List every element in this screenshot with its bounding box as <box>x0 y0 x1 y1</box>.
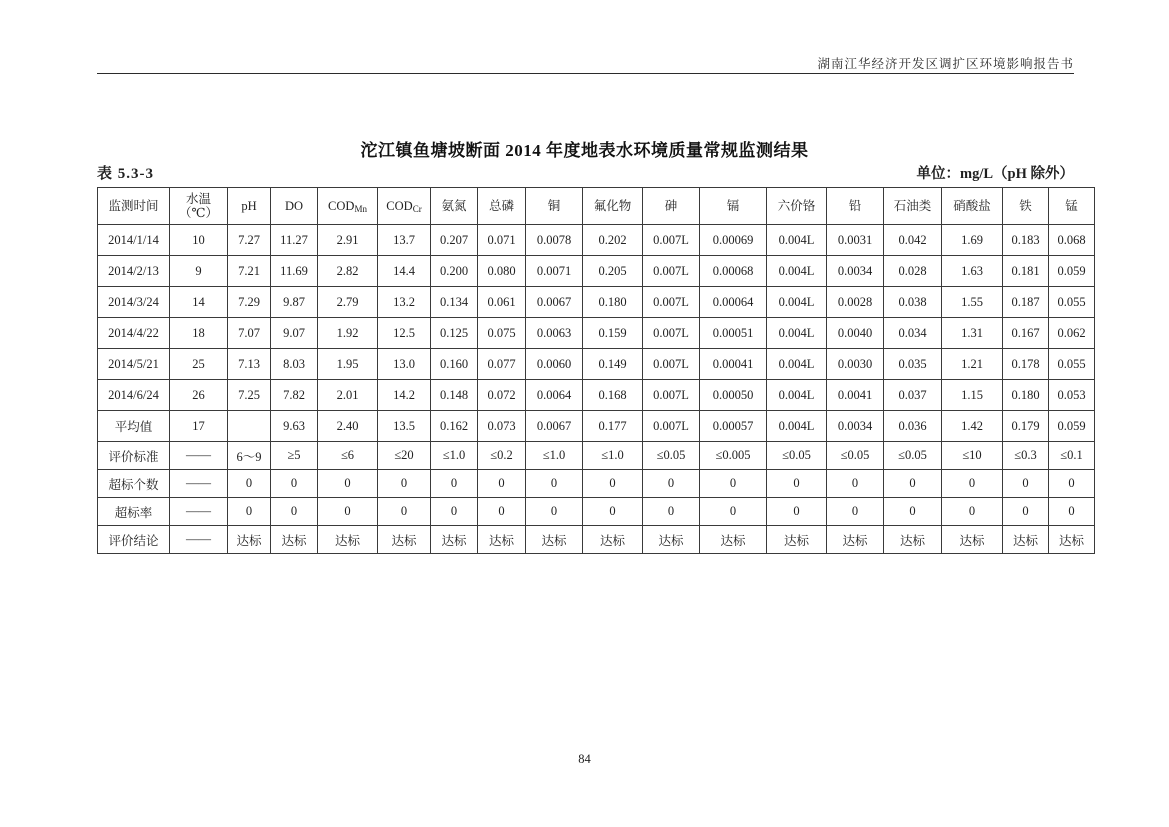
col-header-5: $COD_{Cr}$ <box>378 188 431 225</box>
table-cell: 0.0028 <box>827 287 884 318</box>
table-cell: 0.178 <box>1003 349 1049 380</box>
table-cell: 13.0 <box>378 349 431 380</box>
table-cell: 0 <box>378 498 431 526</box>
table-cell: 0.007L <box>643 256 700 287</box>
col-header-7: 总磷 <box>478 188 526 225</box>
table-cell: ≤10 <box>942 442 1003 470</box>
table-cell: 0.00050 <box>700 380 767 411</box>
table-cell: 0 <box>1003 470 1049 498</box>
table-cell: 0.207 <box>431 225 478 256</box>
col-header-8: 铜 <box>526 188 583 225</box>
table-row <box>98 349 1095 380</box>
table-cell: 0.007L <box>643 380 700 411</box>
col-header-1: 水温 （℃） <box>170 188 228 225</box>
table-cell: 0.187 <box>1003 287 1049 318</box>
table-cell: 0.055 <box>1049 349 1095 380</box>
report-running-header: 湖南江华经济开发区调扩区环境影响报告书 <box>817 57 1074 71</box>
table-cell: 1.15 <box>942 380 1003 411</box>
table-cell: 8.03 <box>271 349 318 380</box>
table-cell: 0 <box>884 498 942 526</box>
table-cell: 0.00064 <box>700 287 767 318</box>
row-label: 评价标准 <box>98 442 170 470</box>
col-header-17: 锰 <box>1049 188 1095 225</box>
table-cell: 0.0078 <box>526 225 583 256</box>
table-cell: 7.82 <box>271 380 318 411</box>
table-cell: ≤0.05 <box>827 442 884 470</box>
table-header-row <box>98 188 1095 225</box>
table-cell: ≤0.005 <box>700 442 767 470</box>
table-cell: 0.053 <box>1049 380 1095 411</box>
table-cell: 达标 <box>431 526 478 554</box>
table-cell: 9.87 <box>271 287 318 318</box>
table-cell: 0.004L <box>767 287 827 318</box>
table-cell: 0.149 <box>583 349 643 380</box>
table-cell: 0.042 <box>884 225 942 256</box>
col-header-4: $COD_{Mn}$ <box>318 188 378 225</box>
table-cell: ≤0.1 <box>1049 442 1095 470</box>
row-label: 2014/5/21 <box>98 349 170 380</box>
table-cell: 0.034 <box>884 318 942 349</box>
table-cell: 2.01 <box>318 380 378 411</box>
table-cell: 0.00068 <box>700 256 767 287</box>
table-cell: 0 <box>884 470 942 498</box>
table-cell: 0 <box>1049 498 1095 526</box>
row-label: 2014/4/22 <box>98 318 170 349</box>
table-cell: 0.00069 <box>700 225 767 256</box>
table-cell: 2.40 <box>318 411 378 442</box>
table-cell: 0.0067 <box>526 411 583 442</box>
table-cell: 0.007L <box>643 318 700 349</box>
row-label: 2014/3/24 <box>98 287 170 318</box>
table-cell: 达标 <box>942 526 1003 554</box>
table-cell: 0.007L <box>643 411 700 442</box>
table-cell: 12.5 <box>378 318 431 349</box>
table-cell: 1.21 <box>942 349 1003 380</box>
table-cell: 0.134 <box>431 287 478 318</box>
table-number-label: 表 5.3-3 <box>97 166 154 182</box>
table-cell: 0 <box>583 470 643 498</box>
table-cell: 1.55 <box>942 287 1003 318</box>
table-cell: ≤0.05 <box>643 442 700 470</box>
table-cell: 0.0071 <box>526 256 583 287</box>
table-cell: 0 <box>318 470 378 498</box>
table-cell: 7.25 <box>228 380 271 411</box>
table-row <box>98 318 1095 349</box>
table-cell: 0.0034 <box>827 411 884 442</box>
table-cell: 0.035 <box>884 349 942 380</box>
table-cell: 达标 <box>643 526 700 554</box>
table-cell: 0.177 <box>583 411 643 442</box>
table-cell: 0.0067 <box>526 287 583 318</box>
table-cell: 达标 <box>1003 526 1049 554</box>
table-cell: ≤1.0 <box>583 442 643 470</box>
table-cell: 0 <box>942 470 1003 498</box>
table-cell: 13.5 <box>378 411 431 442</box>
table-cell: 达标 <box>700 526 767 554</box>
table-cell: 9.63 <box>271 411 318 442</box>
table-cell: 达标 <box>318 526 378 554</box>
table-row <box>98 442 1095 470</box>
table-cell: 0.037 <box>884 380 942 411</box>
table-cell: 0 <box>700 470 767 498</box>
table-cell: 0.180 <box>1003 380 1049 411</box>
table-cell: 0.125 <box>431 318 478 349</box>
table-cell: 0.072 <box>478 380 526 411</box>
table-cell: 0.004L <box>767 380 827 411</box>
table-cell: 0.080 <box>478 256 526 287</box>
table-cell: ≤0.2 <box>478 442 526 470</box>
table-cell: ≤0.05 <box>767 442 827 470</box>
table-cell: ≤1.0 <box>431 442 478 470</box>
table-cell: 0.00051 <box>700 318 767 349</box>
table-cell: 0 <box>767 498 827 526</box>
row-label: 评价结论 <box>98 526 170 554</box>
table-cell: 0.004L <box>767 411 827 442</box>
table-cell: ≤0.3 <box>1003 442 1049 470</box>
monitoring-results-table <box>97 187 1095 554</box>
table-cell: 0.168 <box>583 380 643 411</box>
table-cell: 0.0064 <box>526 380 583 411</box>
table-cell: 0.061 <box>478 287 526 318</box>
table-row <box>98 470 1095 498</box>
table-cell: 0 <box>318 498 378 526</box>
row-label: 超标率 <box>98 498 170 526</box>
table-cell: 0.075 <box>478 318 526 349</box>
table-cell: 1.31 <box>942 318 1003 349</box>
table-cell: 0 <box>228 498 271 526</box>
table-cell: 11.27 <box>271 225 318 256</box>
row-label: 2014/1/14 <box>98 225 170 256</box>
table-cell: 7.07 <box>228 318 271 349</box>
table-cell: 0.007L <box>643 225 700 256</box>
col-header-15: 硝酸盐 <box>942 188 1003 225</box>
table-cell: 0.0040 <box>827 318 884 349</box>
table-cell: 17 <box>170 411 228 442</box>
table-cell: 达标 <box>767 526 827 554</box>
table-cell: 7.27 <box>228 225 271 256</box>
table-cell: ≤0.05 <box>884 442 942 470</box>
table-cell: 0.205 <box>583 256 643 287</box>
table-cell <box>228 411 271 442</box>
table-caption-row <box>97 162 1074 183</box>
table-cell: —— <box>170 526 228 554</box>
table-cell: 0 <box>526 498 583 526</box>
table-cell: 1.92 <box>318 318 378 349</box>
table-cell: 0.181 <box>1003 256 1049 287</box>
table-cell: 0 <box>271 498 318 526</box>
col-header-13: 铅 <box>827 188 884 225</box>
row-label: 2014/2/13 <box>98 256 170 287</box>
table-cell: 7.13 <box>228 349 271 380</box>
table-cell: ≤1.0 <box>526 442 583 470</box>
table-cell: 0.038 <box>884 287 942 318</box>
table-cell: 0 <box>583 498 643 526</box>
table-cell: 13.7 <box>378 225 431 256</box>
table-cell: 0 <box>643 498 700 526</box>
table-cell: 0.004L <box>767 225 827 256</box>
table-cell: 2.82 <box>318 256 378 287</box>
table-cell: 1.69 <box>942 225 1003 256</box>
col-header-2: pH <box>228 188 271 225</box>
table-cell: 0.0041 <box>827 380 884 411</box>
col-header-11: 镉 <box>700 188 767 225</box>
table-cell: 26 <box>170 380 228 411</box>
table-cell: 达标 <box>228 526 271 554</box>
table-cell: 0 <box>431 470 478 498</box>
table-cell: 0.059 <box>1049 411 1095 442</box>
table-cell: ≤6 <box>318 442 378 470</box>
table-cell: 18 <box>170 318 228 349</box>
table-cell: ≤20 <box>378 442 431 470</box>
table-cell: 0.036 <box>884 411 942 442</box>
table-cell: 0.162 <box>431 411 478 442</box>
table-cell: 0 <box>478 498 526 526</box>
page-title: 沱江镇鱼塘坡断面 2014 年度地表水环境质量常规监测结果 <box>360 141 809 160</box>
table-cell: 9 <box>170 256 228 287</box>
table-cell: 达标 <box>526 526 583 554</box>
table-cell: 0.00057 <box>700 411 767 442</box>
col-header-12: 六价铬 <box>767 188 827 225</box>
table-cell: 0 <box>767 470 827 498</box>
table-cell: 0.0030 <box>827 349 884 380</box>
table-cell: —— <box>170 498 228 526</box>
table-cell: 0.004L <box>767 256 827 287</box>
table-row <box>98 526 1095 554</box>
table-cell: 7.29 <box>228 287 271 318</box>
table-cell: 0.179 <box>1003 411 1049 442</box>
table-cell: 0.0060 <box>526 349 583 380</box>
table-cell: 0 <box>378 470 431 498</box>
table-cell: 25 <box>170 349 228 380</box>
table-cell: 9.07 <box>271 318 318 349</box>
table-cell: 0 <box>431 498 478 526</box>
table-cell: 0.183 <box>1003 225 1049 256</box>
table-cell: 0.007L <box>643 287 700 318</box>
table-cell: 0.00041 <box>700 349 767 380</box>
table-row <box>98 380 1095 411</box>
table-cell: 6～9 <box>228 442 271 470</box>
table-cell: 0 <box>942 498 1003 526</box>
table-cell: —— <box>170 470 228 498</box>
table-cell: 0.167 <box>1003 318 1049 349</box>
col-header-16: 铁 <box>1003 188 1049 225</box>
row-label: 超标个数 <box>98 470 170 498</box>
col-header-10: 砷 <box>643 188 700 225</box>
table-cell: 13.2 <box>378 287 431 318</box>
table-cell: 11.69 <box>271 256 318 287</box>
table-cell: 0 <box>1049 470 1095 498</box>
page-number: 84 <box>578 752 591 766</box>
row-label: 平均值 <box>98 411 170 442</box>
table-cell: 1.42 <box>942 411 1003 442</box>
table-cell: 0.073 <box>478 411 526 442</box>
table-cell: 0 <box>526 470 583 498</box>
unit-label: 单位：mg/L（pH 除外） <box>916 166 1074 182</box>
table-cell: 达标 <box>271 526 318 554</box>
table-cell: 14.2 <box>378 380 431 411</box>
table-cell: 0 <box>827 498 884 526</box>
table-cell: 0.071 <box>478 225 526 256</box>
col-header-6: 氨氮 <box>431 188 478 225</box>
table-cell: ≥5 <box>271 442 318 470</box>
table-cell: 达标 <box>1049 526 1095 554</box>
table-cell: 0.077 <box>478 349 526 380</box>
table-cell: 达标 <box>827 526 884 554</box>
table-cell: 0 <box>271 470 318 498</box>
row-label: 2014/6/24 <box>98 380 170 411</box>
table-cell: 0.148 <box>431 380 478 411</box>
col-header-14: 石油类 <box>884 188 942 225</box>
table-cell: 0 <box>827 470 884 498</box>
table-row <box>98 498 1095 526</box>
table-cell: 10 <box>170 225 228 256</box>
table-cell: 1.63 <box>942 256 1003 287</box>
table-cell: 0.202 <box>583 225 643 256</box>
header-divider <box>97 73 1074 74</box>
table-cell: 0.004L <box>767 349 827 380</box>
table-cell: 14 <box>170 287 228 318</box>
table-cell: 2.79 <box>318 287 378 318</box>
table-cell: 达标 <box>378 526 431 554</box>
table-cell: 0.062 <box>1049 318 1095 349</box>
table-cell: 达标 <box>583 526 643 554</box>
table-cell: 0.200 <box>431 256 478 287</box>
table-row <box>98 411 1095 442</box>
table-cell: 0.180 <box>583 287 643 318</box>
table-cell: 0 <box>643 470 700 498</box>
table-cell: 0.0034 <box>827 256 884 287</box>
table-cell: 0 <box>478 470 526 498</box>
table-cell: 0.007L <box>643 349 700 380</box>
table-cell: 0 <box>1003 498 1049 526</box>
table-cell: 0.059 <box>1049 256 1095 287</box>
col-header-9: 氟化物 <box>583 188 643 225</box>
table-row <box>98 287 1095 318</box>
table-cell: 1.95 <box>318 349 378 380</box>
table-cell: 2.91 <box>318 225 378 256</box>
table-cell: 达标 <box>478 526 526 554</box>
table-cell: 0.004L <box>767 318 827 349</box>
table-cell: 0.160 <box>431 349 478 380</box>
table-row <box>98 256 1095 287</box>
table-cell: 0.028 <box>884 256 942 287</box>
table-cell: 0.159 <box>583 318 643 349</box>
table-row <box>98 225 1095 256</box>
table-cell: 0.0063 <box>526 318 583 349</box>
table-cell: 0.0031 <box>827 225 884 256</box>
table-cell: 0.055 <box>1049 287 1095 318</box>
table-cell: —— <box>170 442 228 470</box>
table-cell: 达标 <box>884 526 942 554</box>
table-cell: 14.4 <box>378 256 431 287</box>
table-cell: 7.21 <box>228 256 271 287</box>
table-cell: 0 <box>700 498 767 526</box>
table-cell: 0 <box>228 470 271 498</box>
table-cell: 0.068 <box>1049 225 1095 256</box>
col-header-0: 监测时间 <box>98 188 170 225</box>
col-header-3: DO <box>271 188 318 225</box>
